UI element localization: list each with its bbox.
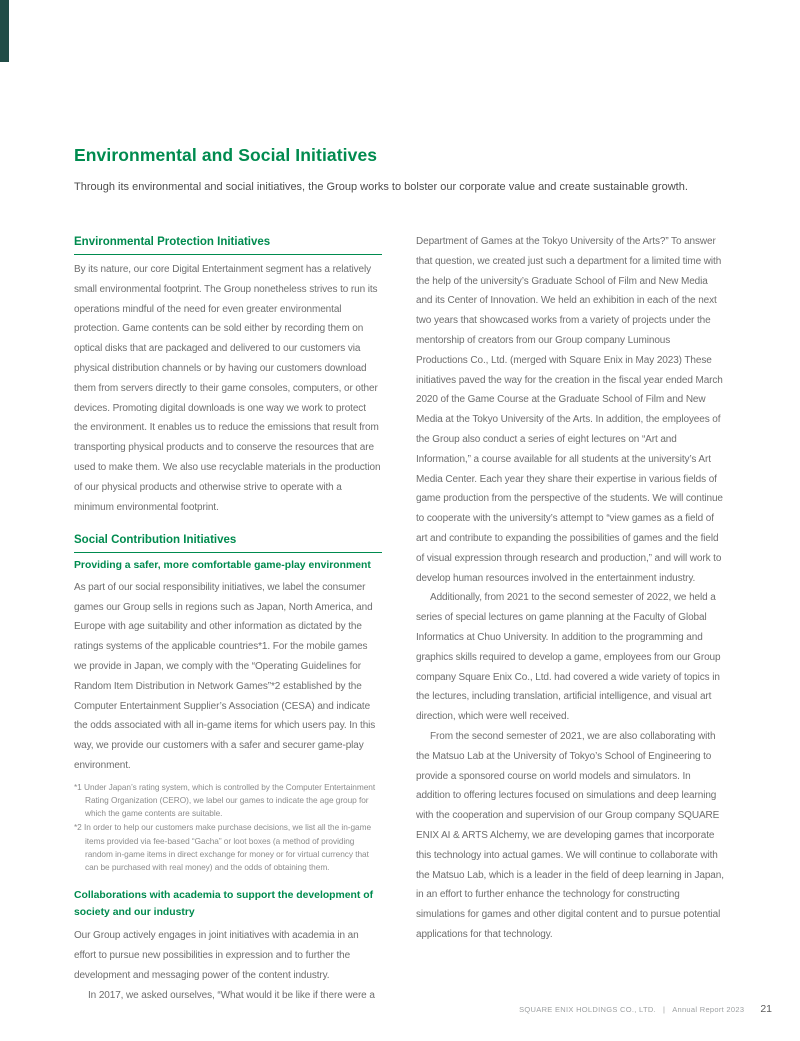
right-paragraph-2: Additionally, from 2021 to the second semester of 2022, we held a series of special lectures on game planning at the Faculty of Global Informatics at Chuo University. In addition to the programming and graphics skills required to develop a game, employees from our Group company Square Enix Co., Ltd. had covered a wide variety of topics in the lectures, including translation, artificial intelligence, and visual art direction, which were well received.: [416, 592, 721, 723]
academia-paragraph-1: Our Group actively engages in joint initiatives with academia in an effort to pursue new possibilities in expression and to further the development and messaging power of the content industry.: [74, 930, 359, 981]
subheading-academia: Collaborations with academia to support the development of society and our industry: [74, 890, 374, 918]
page-header: [74, 145, 726, 193]
section-heading-social: Social Contribution Initiatives: [74, 534, 382, 553]
right-column: [416, 232, 724, 1005]
footer-report-title: Annual Report 2023: [672, 1005, 745, 1014]
footnote-2: *2 In order to help our customers make purchase decisions, we list all the in-game items provided via fee-based “Gacha” or loot boxes (a method of providing random in-game items in direct exchange for money or for virtual currency that can be purchased with real money) and the odds of obtaining them.: [74, 822, 372, 873]
page-edge-tab: [0, 0, 9, 62]
footnotes: [74, 781, 382, 874]
footer-separator: |: [662, 1005, 666, 1014]
footer-company-name: SQUARE ENIX HOLDINGS CO., LTD.: [519, 1005, 656, 1014]
academia-paragraph-2: In 2017, we asked ourselves, “What would it be like if there were a: [88, 989, 375, 1001]
page-title: Environmental and Social Initiatives: [74, 145, 378, 165]
subheading-game-play-environment: Providing a safer, more comfortable game-play environment: [74, 560, 371, 572]
right-paragraph-1: Department of Games at the Tokyo University of the Arts?” To answer that question, we created just such a department for a limited time with the help of the university’s Graduate School of Film and New Media and its Center of Innovation. We held an exhibition in each of the next two years that showcased works from a variety of projects under the mentorship of creators from our Group company Luminous Productions Co., Ltd. (merged with Square Enix in May 2023) These initiatives paved the way for the creation in the fiscal year ended March 2020 of the Game Course at the Graduate School of Film and New Media at the Tokyo University of the Arts. In addition, the employees of the Group also conduct a series of eight lectures on “Art and Information,” a course available for all students at the university’s Art Media Center. Each year they share their expertise in various fields of game production from the perspective of the students. We will continue to cooperate with the university’s attempt to “view games as a field of art and contribute to expanding the possibilities of games and the field of visual expression through research and production,” and will work to develop human resources involved in the entertainment industry.: [416, 236, 723, 584]
content-columns: [74, 236, 724, 1005]
footnote-1: *1 Under Japan’s rating system, which is controlled by the Computer Entertainment Rating Organization (CERO), we label our games to indicate the age group for which the game contents are suitable.: [74, 781, 376, 819]
left-column: [74, 236, 382, 1005]
social-body-text: As part of our social responsibility initiatives, we label the consumer games our Group sells in regions such as Japan, North America, and Europe with age suitability and other information as dictated by the ratings systems of the applicable countries*1. For the mobile games we provide in Japan, we comply with the “Operating Guidelines for Random Item Distribution in Network Games”*2 established by the Computer Entertainment Supplier’s Association (CESA) and indicate the odds associated with all in-game items for which users pay. In this way, we provide our customers with a safer and securer game-play environment.: [74, 581, 376, 772]
page-footer: [519, 1003, 772, 1015]
section-academia-collaborations: [74, 888, 382, 1005]
section-social-contribution: [74, 534, 382, 874]
page-number: 21: [760, 1003, 772, 1015]
right-paragraph-3: From the second semester of 2021, we are also collaborating with the Matsuo Lab at the University of Tokyo’s School of Engineering to provide a sponsored course on world models and simulators. In addition to offering lectures focused on simulations and deep learning with the cooperation and supervision of our Group company SQUARE ENIX AI & ARTS Alchemy, we are developing games that incorporate this technology into actual games. We will continue to collaborate with the Matsuo Lab, which is a leader in the field of deep learning in Japan, in an effort to further enhance the technology for constructing simulations for games and other digital content and to pursue potential applications for that technology.: [416, 730, 724, 940]
environmental-body-text: By its nature, our core Digital Entertainment segment has a relatively small environmental footprint. The Group nonetheless strives to run its operations mindful of the need for even greater environmental protection. Game contents can be sold either by recording them on optical disks that are packaged and delivered to our customers via physical distribution channels or by having our customers download them from servers directly to their game consoles, computers, or other devices. Promoting digital downloads is one way we work to protect the environment. It enables us to reduce the emissions that result from transporting physical products and to conserve the resources that are used to make them. We also use recyclable materials in the production of our physical products and otherwise strive to operate with a minimum environmental footprint.: [74, 264, 381, 513]
section-heading-environmental: Environmental Protection Initiatives: [74, 236, 382, 255]
page-subtitle: Through its environmental and social initiatives, the Group works to bolster our corporate value and create sustainable growth.: [74, 181, 688, 193]
section-environmental-protection: [74, 236, 382, 517]
